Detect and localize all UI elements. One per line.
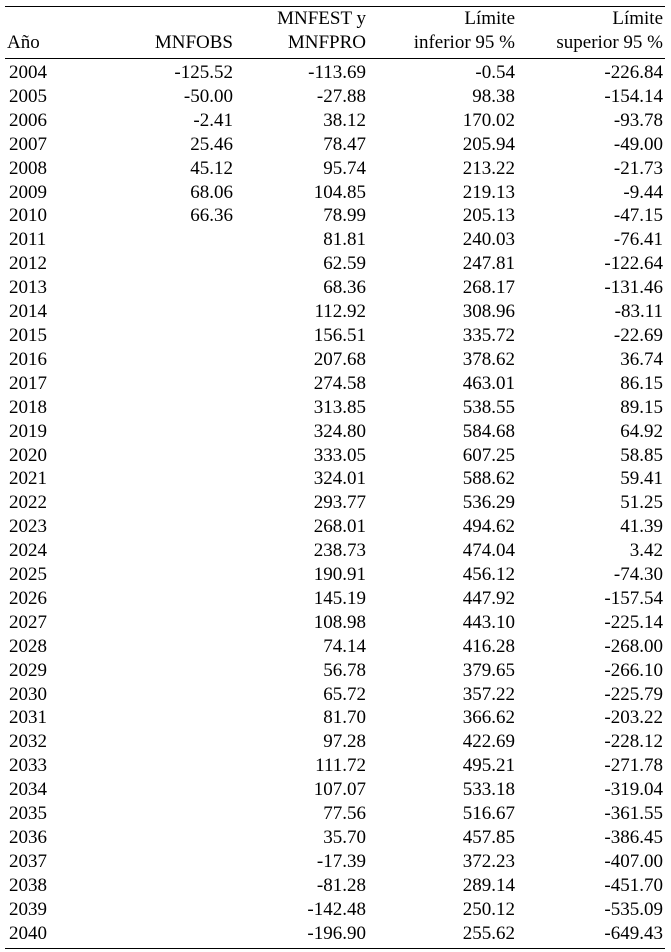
table-row [5, 898, 665, 922]
cell-year: 2004 [9, 62, 47, 83]
cell-upper-limit: 59.41 [620, 468, 663, 490]
cell-mnfobs: 45.12 [190, 157, 233, 179]
cell-upper-limit: -131.46 [604, 277, 663, 299]
cell-mnfobs [95, 467, 235, 491]
cell-upper-limit: 64.92 [620, 420, 663, 442]
cell-lower-limit: 268.17 [462, 277, 515, 299]
cell-mnfest-mnfpro: 81.81 [323, 229, 366, 251]
cell-year: 2017 [9, 372, 47, 394]
table-row [5, 133, 665, 157]
cell-mnfobs [95, 922, 235, 948]
cell-lower-limit: 205.13 [462, 205, 515, 227]
cell-year: 2019 [9, 420, 47, 442]
cell-mnfobs [95, 420, 235, 444]
cell-lower-limit: 213.22 [462, 157, 515, 179]
table-row [5, 324, 665, 348]
cell-lower-limit: 205.94 [462, 133, 515, 155]
cell-mnfest-mnfpro: 156.51 [313, 324, 366, 346]
cell-mnfobs [95, 372, 235, 396]
cell-year: 2039 [9, 898, 47, 920]
table-row [5, 85, 665, 109]
cell-mnfobs [95, 683, 235, 707]
cell-lower-limit: 494.62 [462, 516, 515, 538]
cell-upper-limit: -228.12 [604, 731, 663, 753]
cell-year: 2031 [9, 707, 47, 729]
cell-year: 2030 [9, 683, 47, 705]
cell-year: 2026 [9, 587, 47, 609]
table-row [5, 300, 665, 324]
cell-upper-limit: -225.14 [604, 611, 663, 633]
cell-mnfest-mnfpro: 97.28 [323, 731, 366, 753]
cell-mnfest-mnfpro: 145.19 [313, 587, 366, 609]
cell-upper-limit: 51.25 [620, 492, 663, 514]
cell-mnfobs [95, 826, 235, 850]
cell-mnfobs [95, 491, 235, 515]
cell-upper-limit: -225.79 [604, 683, 663, 705]
cell-lower-limit: 533.18 [462, 779, 515, 801]
cell-year: 2007 [9, 133, 47, 155]
cell-lower-limit: 463.01 [462, 372, 515, 394]
cell-mnfest-mnfpro: 207.68 [313, 348, 366, 370]
table-row [5, 109, 665, 133]
cell-upper-limit: 3.42 [629, 540, 663, 562]
cell-mnfobs [95, 754, 235, 778]
cell-upper-limit: -74.30 [613, 564, 663, 586]
cell-year: 2024 [9, 540, 47, 562]
cell-mnfest-mnfpro: 274.58 [313, 372, 366, 394]
cell-lower-limit: 98.38 [472, 85, 515, 107]
header-mnfobs-label: MNFOBS [154, 32, 233, 53]
table-row [5, 635, 665, 659]
cell-year: 2013 [9, 277, 47, 299]
cell-lower-limit: 372.23 [462, 850, 515, 872]
header-lower-line1: Límite [464, 8, 515, 29]
cell-mnfobs [95, 802, 235, 826]
cell-lower-limit: 170.02 [462, 109, 515, 131]
table-body [5, 59, 665, 949]
header-mnfest-line2: MNFPRO [287, 32, 366, 53]
cell-mnfobs [95, 252, 235, 276]
cell-mnfobs [95, 515, 235, 539]
cell-lower-limit: 456.12 [462, 564, 515, 586]
cell-upper-limit: -361.55 [604, 803, 663, 825]
cell-year: 2029 [9, 659, 47, 681]
table-row [5, 252, 665, 276]
cell-year: 2014 [9, 301, 47, 323]
cell-mnfest-mnfpro: 324.80 [313, 420, 366, 442]
cell-mnfest-mnfpro: 111.72 [315, 755, 366, 777]
cell-mnfobs [95, 324, 235, 348]
cell-year: 2023 [9, 516, 47, 538]
table-row [5, 228, 665, 252]
cell-lower-limit: 308.96 [462, 301, 515, 323]
table-row [5, 157, 665, 181]
cell-lower-limit: 335.72 [462, 324, 515, 346]
cell-lower-limit: 219.13 [462, 181, 515, 203]
cell-year: 2033 [9, 755, 47, 777]
data-table [5, 6, 665, 949]
table-row [5, 802, 665, 826]
table-row [5, 444, 665, 468]
cell-mnfobs [95, 539, 235, 563]
table-row [5, 874, 665, 898]
cell-mnfest-mnfpro: 65.72 [323, 683, 366, 705]
cell-mnfest-mnfpro: 112.92 [314, 301, 366, 323]
table-row [5, 730, 665, 754]
cell-upper-limit: -122.64 [604, 253, 663, 275]
cell-lower-limit: 584.68 [462, 420, 515, 442]
table-row [5, 539, 665, 563]
table-row [5, 850, 665, 874]
cell-lower-limit: 495.21 [462, 755, 515, 777]
table-row [5, 467, 665, 491]
header-mnfobs [95, 7, 235, 59]
header-upper-limit [517, 7, 665, 59]
cell-mnfest-mnfpro: 38.12 [323, 109, 366, 131]
cell-upper-limit: -47.15 [613, 205, 663, 227]
cell-lower-limit: 255.62 [368, 922, 517, 948]
cell-mnfobs [95, 563, 235, 587]
cell-mnfest-mnfpro: 293.77 [313, 492, 366, 514]
cell-year: 2021 [9, 468, 47, 490]
cell-year: 2005 [9, 85, 47, 107]
cell-mnfobs [95, 635, 235, 659]
cell-upper-limit: -319.04 [604, 779, 663, 801]
cell-lower-limit: 250.12 [462, 898, 515, 920]
cell-year: 2008 [9, 157, 47, 179]
cell-mnfest-mnfpro: 68.36 [323, 277, 366, 299]
cell-lower-limit: -0.54 [475, 62, 515, 83]
cell-year: 2009 [9, 181, 47, 203]
cell-mnfest-mnfpro: 78.47 [323, 133, 366, 155]
header-mnfest-line1: MNFEST y [277, 8, 366, 29]
cell-upper-limit: -271.78 [604, 755, 663, 777]
cell-mnfobs [95, 396, 235, 420]
cell-mnfest-mnfpro: 324.01 [313, 468, 366, 490]
cell-upper-limit: -76.41 [613, 229, 663, 251]
cell-mnfobs [95, 659, 235, 683]
cell-mnfest-mnfpro: -81.28 [316, 874, 366, 896]
cell-lower-limit: 240.03 [462, 229, 515, 251]
cell-year: 2027 [9, 611, 47, 633]
cell-lower-limit: 474.04 [462, 540, 515, 562]
table-row [5, 276, 665, 300]
header-lower-line2: inferior 95 % [413, 32, 515, 53]
table-row [5, 372, 665, 396]
cell-year: 2016 [9, 348, 47, 370]
cell-mnfest-mnfpro: 35.70 [323, 827, 366, 848]
cell-mnfobs [95, 444, 235, 468]
cell-lower-limit: 457.85 [462, 827, 515, 848]
cell-mnfest-mnfpro: 107.07 [313, 779, 366, 801]
cell-upper-limit: -9.44 [623, 181, 663, 203]
cell-mnfest-mnfpro: 74.14 [323, 635, 366, 657]
cell-mnfest-mnfpro: -113.69 [308, 62, 366, 83]
header-upper-line1: Límite [612, 8, 663, 29]
cell-lower-limit: 538.55 [462, 396, 515, 418]
cell-mnfest-mnfpro: -196.90 [235, 922, 368, 948]
cell-upper-limit: -21.73 [613, 157, 663, 179]
cell-year: 2010 [9, 205, 47, 227]
cell-mnfest-mnfpro: 313.85 [313, 396, 366, 418]
header-mnfest-mnfpro [235, 7, 368, 59]
table-header [5, 7, 665, 59]
cell-mnfest-mnfpro: 238.73 [313, 540, 366, 562]
cell-upper-limit: -49.00 [613, 133, 663, 155]
cell-mnfobs: -2.41 [193, 109, 233, 131]
cell-upper-limit: -407.00 [604, 850, 663, 872]
cell-year: 2012 [9, 253, 47, 275]
cell-mnfest-mnfpro: -27.88 [316, 85, 366, 107]
cell-upper-limit: 58.85 [620, 444, 663, 466]
cell-mnfobs [95, 874, 235, 898]
header-upper-line2: superior 95 % [556, 32, 663, 53]
cell-upper-limit: -22.69 [613, 324, 663, 346]
cell-lower-limit: 357.22 [462, 683, 515, 705]
cell-mnfest-mnfpro: 95.74 [323, 157, 366, 179]
cell-mnfest-mnfpro: 81.70 [323, 707, 366, 729]
cell-lower-limit: 536.29 [462, 492, 515, 514]
table-row [5, 587, 665, 611]
table-row [5, 420, 665, 444]
cell-upper-limit: -266.10 [604, 659, 663, 681]
table-row [5, 348, 665, 372]
cell-upper-limit: -157.54 [604, 587, 663, 609]
cell-mnfest-mnfpro: 268.01 [313, 516, 366, 538]
cell-year: 2015 [9, 324, 47, 346]
cell-year: 2032 [9, 731, 47, 753]
cell-mnfest-mnfpro: 56.78 [323, 659, 366, 681]
cell-lower-limit: 379.65 [462, 659, 515, 681]
cell-mnfobs [95, 706, 235, 730]
cell-lower-limit: 607.25 [462, 444, 515, 466]
table-row [5, 515, 665, 539]
table-row [5, 611, 665, 635]
cell-mnfobs [95, 587, 235, 611]
cell-mnfobs [95, 300, 235, 324]
cell-upper-limit: -268.00 [604, 635, 663, 657]
cell-mnfobs: 66.36 [190, 205, 233, 227]
cell-lower-limit: 447.92 [462, 587, 515, 609]
cell-mnfobs [95, 778, 235, 802]
cell-mnfobs: 68.06 [190, 181, 233, 203]
cell-upper-limit: -535.09 [604, 898, 663, 920]
cell-lower-limit: 516.67 [462, 803, 515, 825]
cell-year: 2006 [9, 109, 47, 131]
cell-year: 2034 [9, 779, 47, 801]
cell-year: 2035 [9, 803, 47, 825]
table-row [5, 204, 665, 228]
table-row [5, 922, 665, 948]
cell-upper-limit: -649.43 [517, 922, 665, 948]
cell-lower-limit: 247.81 [462, 253, 515, 275]
cell-mnfest-mnfpro: 108.98 [313, 611, 366, 633]
cell-upper-limit: -226.84 [604, 62, 663, 83]
table-row [5, 778, 665, 802]
table-row [5, 396, 665, 420]
cell-year: 2020 [9, 444, 47, 466]
cell-mnfest-mnfpro: -17.39 [316, 850, 366, 872]
cell-mnfest-mnfpro: 333.05 [313, 444, 366, 466]
cell-mnfobs [95, 611, 235, 635]
cell-lower-limit: 378.62 [462, 348, 515, 370]
cell-year: 2018 [9, 396, 47, 418]
cell-lower-limit: 366.62 [462, 707, 515, 729]
table-row [5, 706, 665, 730]
cell-lower-limit: 588.62 [462, 468, 515, 490]
table-row [5, 683, 665, 707]
cell-upper-limit: -154.14 [604, 85, 663, 107]
cell-mnfobs: 25.46 [190, 133, 233, 155]
header-row [5, 7, 665, 59]
cell-lower-limit: 422.69 [462, 731, 515, 753]
cell-upper-limit: 41.39 [620, 516, 663, 538]
header-year [5, 7, 95, 59]
header-year-label: Año [7, 32, 40, 53]
cell-lower-limit: 416.28 [462, 635, 515, 657]
table-row [5, 754, 665, 778]
table-row [5, 826, 665, 850]
cell-year: 2028 [9, 635, 47, 657]
cell-year: 2040 [5, 922, 95, 948]
cell-mnfest-mnfpro: 62.59 [323, 253, 366, 275]
cell-upper-limit: -203.22 [604, 707, 663, 729]
cell-upper-limit: -386.45 [604, 827, 663, 848]
cell-upper-limit: 89.15 [620, 396, 663, 418]
cell-mnfobs [95, 228, 235, 252]
table-row [5, 181, 665, 205]
cell-upper-limit: -451.70 [604, 874, 663, 896]
cell-mnfobs [95, 898, 235, 922]
header-lower-limit [368, 7, 517, 59]
cell-mnfobs [95, 730, 235, 754]
cell-lower-limit: 443.10 [462, 611, 515, 633]
cell-mnfest-mnfpro: 190.91 [313, 564, 366, 586]
cell-year: 2036 [9, 827, 47, 848]
cell-year: 2011 [9, 229, 47, 251]
cell-mnfest-mnfpro: 104.85 [313, 181, 366, 203]
cell-mnfest-mnfpro: 78.99 [323, 205, 366, 227]
cell-year: 2022 [9, 492, 47, 514]
cell-upper-limit: -93.78 [613, 109, 663, 131]
cell-year: 2037 [9, 850, 47, 872]
table-row [5, 563, 665, 587]
cell-year: 2038 [9, 874, 47, 896]
cell-upper-limit: 36.74 [620, 348, 663, 370]
cell-mnfobs [95, 276, 235, 300]
cell-mnfest-mnfpro: -142.48 [307, 898, 366, 920]
cell-mnfobs [95, 348, 235, 372]
cell-mnfobs [95, 850, 235, 874]
table-row [5, 491, 665, 515]
cell-mnfobs: -125.52 [174, 62, 233, 83]
table-row [5, 59, 665, 85]
cell-upper-limit: 86.15 [620, 372, 663, 394]
cell-lower-limit: 289.14 [462, 874, 515, 896]
cell-mnfobs: -50.00 [183, 85, 233, 107]
cell-upper-limit: -83.11 [614, 301, 663, 323]
cell-year: 2025 [9, 564, 47, 586]
table-row [5, 659, 665, 683]
cell-mnfest-mnfpro: 77.56 [323, 803, 366, 825]
